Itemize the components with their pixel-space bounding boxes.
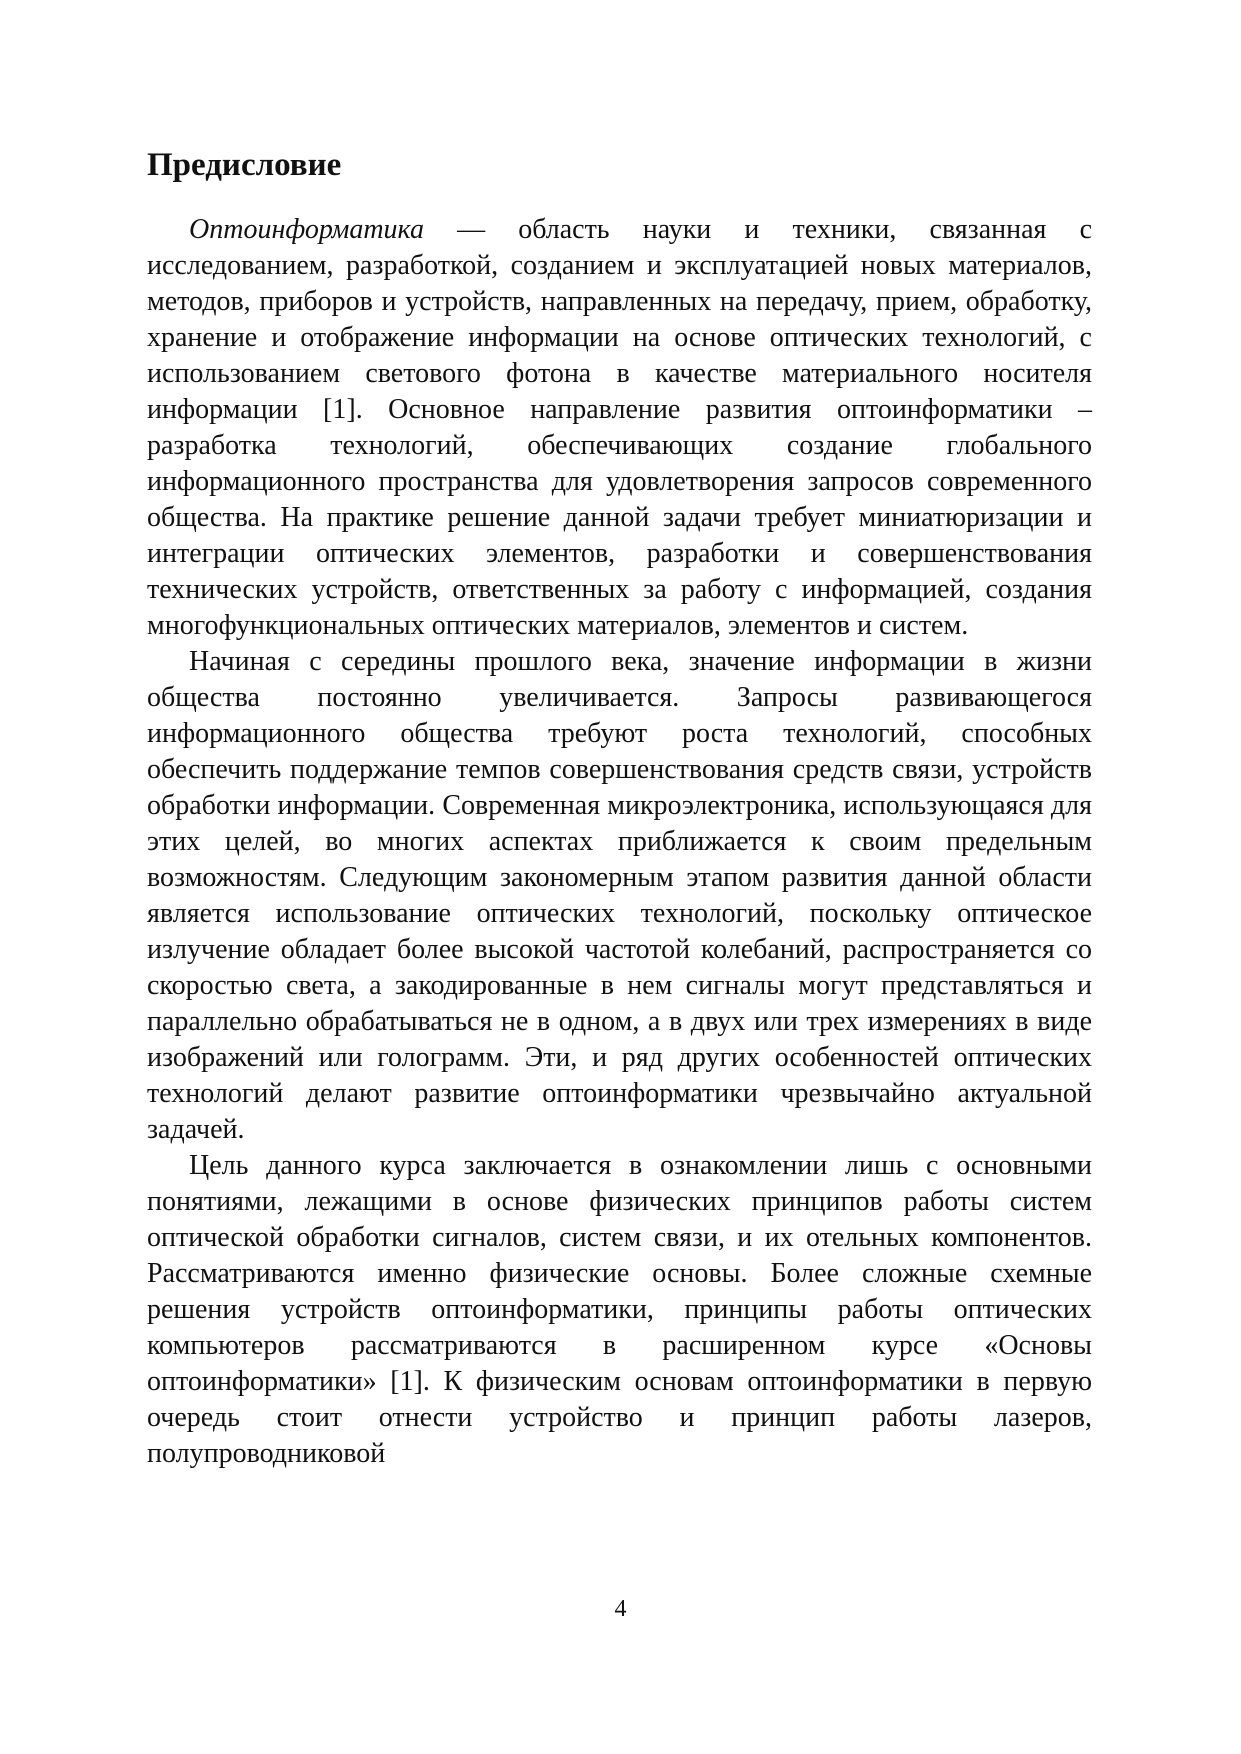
paragraph-1-lead-term: Оптоинформатика <box>189 214 424 245</box>
paragraph-1-text: — область науки и техники, связанная с исследованием, разработкой, созданием и эксплуатацией новых материалов, методов, приборов и устройств, направленных на передачу, прием, обработку, хранение и отображение информации на основе оптических технологий, с использованием светового фотона в качестве материального носителя информации [1]. Основное направление развития оптоинформатики – разработка технологий, обеспечивающих создание глобального информационного пространства для удовлетворения запросов современного общества. На практике решение данной задачи требует миниатюризации и интеграции оптических элементов, разработки и совершенствования технических устройств, ответственных за работу с информацией, создания многофункциональных оптических материалов, элементов и систем. <box>147 214 1092 641</box>
paragraph-3 <box>147 1148 1092 1472</box>
paragraph-2 <box>147 644 1092 1148</box>
page-title: Предисловие <box>147 147 342 183</box>
paragraph-2-text: Начиная с середины прошлого века, значение информации в жизни общества постоянно увеличивается. Запросы развивающегося информационного общества требуют роста технологий, способных обеспечить поддержание темпов совершенствования средств связи, устройств обработки информации. Современная микроэлектроника, использующаяся для этих целей, во многих аспектах приближается к своим предельным возможностям. Следующим закономерным этапом развития данной области является использование оптических технологий, поскольку оптическое излучение обладает более высокой частотой колебаний, распространяется со скоростью света, а закодированные в нем сигналы могут представляться и параллельно обрабатываться не в одном, а в двух или трех измерениях в виде изображений или голограмм. Эти, и ряд других особенностей оптических технологий делают развитие оптоинформатики чрезвычайно актуальной задачей. <box>147 646 1092 1145</box>
body-text <box>147 212 1092 1472</box>
page-number: 4 <box>614 1596 627 1622</box>
paragraph-3-text: Цель данного курса заключается в ознакомлении лишь с основными понятиями, лежащими в основе физических принципов работы систем оптической обработки сигналов, систем связи, и их отельных компонентов. Рассматриваются именно физические основы. Более сложные схемные решения устройств оптоинформатики, принципы работы оптических компьютеров рассматриваются в расширенном курсе «Основы оптоинформатики» [1]. К физическим основам оптоинформатики в первую очередь стоит отнести устройство и принцип работы лазеров, полупроводниковой <box>147 1150 1092 1469</box>
paragraph-1 <box>147 212 1092 644</box>
